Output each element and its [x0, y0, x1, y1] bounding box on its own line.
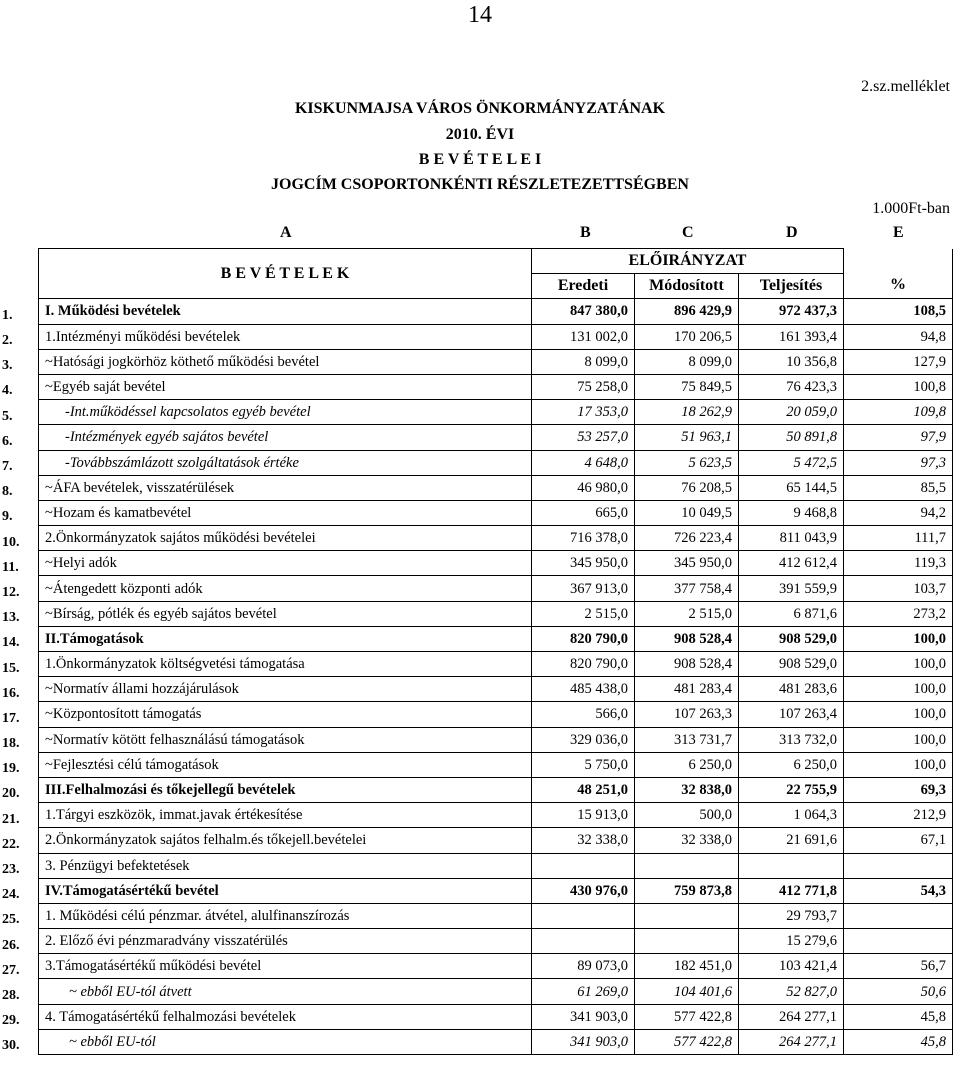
row-actual-value: 313 732,0	[739, 727, 844, 752]
header-revenues: B E V É T E L E K	[39, 249, 532, 299]
row-number: 12.	[2, 584, 20, 600]
row-percent-value: 100,0	[844, 677, 953, 702]
title-line-3: B E V É T E L E I	[418, 151, 542, 168]
row-label: 1.Önkormányzatok költségvetési támogatása	[39, 652, 532, 677]
row-percent-value: 100,8	[844, 374, 953, 399]
table-row	[39, 828, 953, 853]
row-actual-value: 972 437,3	[739, 299, 844, 324]
row-original-value: 341 903,0	[532, 1029, 635, 1054]
row-label: 2. Előző évi pénzmaradvány visszatérülés	[39, 929, 532, 954]
row-number: 26.	[2, 937, 20, 953]
row-actual-value: 412 771,8	[739, 878, 844, 903]
row-percent-value: 97,3	[844, 450, 953, 475]
row-label: ~Bírság, pótlék és egyéb sajátos bevétel	[39, 601, 532, 626]
table-row	[39, 1004, 953, 1029]
row-percent-value: 69,3	[844, 777, 953, 802]
row-modified-value	[635, 903, 739, 928]
row-original-value: 367 913,0	[532, 576, 635, 601]
row-percent-value: 100,0	[844, 727, 953, 752]
row-actual-value: 412 612,4	[739, 551, 844, 576]
row-label: 2.Önkormányzatok sajátos felhalm.és tőkejell.bevételei	[39, 828, 532, 853]
row-percent-value: 100,0	[844, 752, 953, 777]
row-label: -Intézmények egyéb sajátos bevétel	[39, 425, 532, 450]
row-label: IV.Támogatásértékű bevétel	[39, 878, 532, 903]
row-original-value: 2 515,0	[532, 601, 635, 626]
row-actual-value: 22 755,9	[739, 777, 844, 802]
row-actual-value: 5 472,5	[739, 450, 844, 475]
row-modified-value: 500,0	[635, 803, 739, 828]
row-original-value: 46 980,0	[532, 475, 635, 500]
row-label: 4. Támogatásértékű felhalmozási bevételek	[39, 1004, 532, 1029]
row-actual-value: 76 423,3	[739, 374, 844, 399]
row-modified-value	[635, 853, 739, 878]
unit-label: 1.000Ft-ban	[872, 200, 950, 217]
row-original-value: 716 378,0	[532, 526, 635, 551]
table-row	[39, 324, 953, 349]
row-number: 6.	[2, 433, 13, 449]
row-original-value	[532, 853, 635, 878]
column-letter-e: E	[893, 224, 904, 241]
row-number: 9.	[2, 509, 13, 525]
row-label: ~Normatív állami hozzájárulások	[39, 677, 532, 702]
row-number: 20.	[2, 786, 20, 802]
row-actual-value: 21 691,6	[739, 828, 844, 853]
row-label: ~ÁFA bevételek, visszatérülések	[39, 475, 532, 500]
row-original-value: 15 913,0	[532, 803, 635, 828]
row-label: ~Fejlesztési célú támogatások	[39, 752, 532, 777]
row-modified-value: 908 528,4	[635, 652, 739, 677]
row-actual-value: 6 871,6	[739, 601, 844, 626]
row-number: 5.	[2, 408, 13, 424]
row-modified-value: 345 950,0	[635, 551, 739, 576]
row-original-value	[532, 929, 635, 954]
row-original-value: 17 353,0	[532, 400, 635, 425]
row-actual-value: 52 827,0	[739, 979, 844, 1004]
row-label: 1.Tárgyi eszközök, immat.javak értékesítése	[39, 803, 532, 828]
table-row	[39, 878, 953, 903]
table-row	[39, 727, 953, 752]
table-row	[39, 500, 953, 525]
row-number: 16.	[2, 685, 20, 701]
row-number: 24.	[2, 887, 20, 903]
row-actual-value: 29 793,7	[739, 903, 844, 928]
row-modified-value: 577 422,8	[635, 1004, 739, 1029]
row-percent-value: 108,5	[844, 299, 953, 324]
row-number: 29.	[2, 1013, 20, 1029]
row-label: ~ ebből EU-tól	[39, 1029, 532, 1054]
table-row	[39, 349, 953, 374]
row-modified-value: 32 338,0	[635, 828, 739, 853]
column-letter-a: A	[280, 224, 292, 241]
table-row	[39, 475, 953, 500]
row-actual-value: 20 059,0	[739, 400, 844, 425]
title-line-2: 2010. ÉVI	[445, 126, 515, 143]
row-label: ~Központosított támogatás	[39, 702, 532, 727]
table-row	[39, 1029, 953, 1054]
row-modified-value	[635, 929, 739, 954]
row-modified-value: 481 283,4	[635, 677, 739, 702]
row-original-value: 341 903,0	[532, 1004, 635, 1029]
table-row	[39, 929, 953, 954]
row-percent-value: 100,0	[844, 702, 953, 727]
header-actual: Teljesítés	[739, 274, 844, 299]
row-number: 23.	[2, 862, 20, 877]
row-original-value: 8 099,0	[532, 349, 635, 374]
row-original-value: 32 338,0	[532, 828, 635, 853]
row-modified-value: 313 731,7	[635, 727, 739, 752]
table-row	[39, 752, 953, 777]
row-number: 22.	[2, 836, 20, 852]
row-number: 25.	[2, 912, 20, 928]
row-label: ~ ebből EU-tól átvett	[39, 979, 532, 1004]
row-label: 1.Intézményi működési bevételek	[39, 324, 532, 349]
row-percent-value: 109,8	[844, 400, 953, 425]
row-original-value: 566,0	[532, 702, 635, 727]
row-actual-value: 264 277,1	[739, 1029, 844, 1054]
row-number: 8.	[2, 484, 13, 500]
table-row	[39, 299, 953, 324]
table-row	[39, 551, 953, 576]
row-label: 1. Működési célú pénzmar. átvétel, alulfinanszírozás	[39, 903, 532, 928]
row-actual-value: 6 250,0	[739, 752, 844, 777]
row-modified-value: 75 849,5	[635, 374, 739, 399]
revenue-table	[38, 248, 953, 1055]
row-number: 10.	[2, 534, 20, 550]
row-original-value: 89 073,0	[532, 954, 635, 979]
page-number: 14	[468, 2, 492, 28]
row-label: -Int.működéssel kapcsolatos egyéb bevétel	[39, 400, 532, 425]
table-row	[39, 677, 953, 702]
row-original-value: 75 258,0	[532, 374, 635, 399]
table-row	[39, 803, 953, 828]
row-original-value: 847 380,0	[532, 299, 635, 324]
row-label: ~Egyéb saját bevétel	[39, 374, 532, 399]
table-row	[39, 374, 953, 399]
row-actual-value: 9 468,8	[739, 500, 844, 525]
row-modified-value: 726 223,4	[635, 526, 739, 551]
row-label: II.Támogatások	[39, 626, 532, 651]
row-original-value: 4 648,0	[532, 450, 635, 475]
row-original-value: 345 950,0	[532, 551, 635, 576]
row-original-value: 61 269,0	[532, 979, 635, 1004]
row-percent-value: 67,1	[844, 828, 953, 853]
row-percent-value: 54,3	[844, 878, 953, 903]
row-number: 30.	[2, 1038, 20, 1054]
row-label: I. Működési bevételek	[39, 299, 532, 324]
row-modified-value: 896 429,9	[635, 299, 739, 324]
table-row	[39, 526, 953, 551]
row-modified-value: 377 758,4	[635, 576, 739, 601]
row-modified-value: 107 263,3	[635, 702, 739, 727]
table-row	[39, 979, 953, 1004]
header-appropriation: ELŐIRÁNYZAT	[532, 249, 844, 274]
column-letter-b: B	[580, 224, 591, 241]
row-number: 4.	[2, 383, 13, 399]
row-actual-value: 1 064,3	[739, 803, 844, 828]
row-modified-value: 18 262,9	[635, 400, 739, 425]
table-row	[39, 853, 953, 878]
row-modified-value: 76 208,5	[635, 475, 739, 500]
row-original-value: 665,0	[532, 500, 635, 525]
table-row	[39, 702, 953, 727]
row-label: ~Hatósági jogkörhöz köthető működési bevétel	[39, 349, 532, 374]
row-modified-value: 51 963,1	[635, 425, 739, 450]
row-percent-value: 45,8	[844, 1004, 953, 1029]
row-modified-value: 170 206,5	[635, 324, 739, 349]
row-label: 3.Támogatásértékű működési bevétel	[39, 954, 532, 979]
row-original-value: 5 750,0	[532, 752, 635, 777]
table-row	[39, 777, 953, 802]
row-actual-value: 15 279,6	[739, 929, 844, 954]
row-modified-value: 577 422,8	[635, 1029, 739, 1054]
row-percent-value: 100,0	[844, 626, 953, 651]
table-row	[39, 425, 953, 450]
row-percent-value: 103,7	[844, 576, 953, 601]
row-number: 2.	[2, 333, 13, 349]
row-percent-value: 111,7	[844, 526, 953, 551]
row-percent-value: 97,9	[844, 425, 953, 450]
row-original-value: 329 036,0	[532, 727, 635, 752]
row-label: ~Átengedett központi adók	[39, 576, 532, 601]
row-percent-value: 127,9	[844, 349, 953, 374]
row-number: 3.	[2, 358, 13, 374]
row-modified-value: 10 049,5	[635, 500, 739, 525]
row-number: 14.	[2, 635, 20, 651]
table-row	[39, 601, 953, 626]
row-actual-value: 811 043,9	[739, 526, 844, 551]
row-number: 13.	[2, 610, 20, 626]
row-actual-value: 65 144,5	[739, 475, 844, 500]
row-number: 15.	[2, 660, 20, 676]
row-actual-value: 908 529,0	[739, 652, 844, 677]
header-modified: Módosított	[635, 274, 739, 299]
row-actual-value: 264 277,1	[739, 1004, 844, 1029]
row-actual-value: 107 263,4	[739, 702, 844, 727]
row-percent-value	[844, 903, 953, 928]
row-number: 28.	[2, 987, 20, 1003]
table-row	[39, 576, 953, 601]
row-percent-value: 273,2	[844, 601, 953, 626]
table-row	[39, 626, 953, 651]
table-row	[39, 903, 953, 928]
row-original-value: 53 257,0	[532, 425, 635, 450]
header-original: Eredeti	[532, 274, 635, 299]
row-percent-value: 85,5	[844, 475, 953, 500]
row-label: 2.Önkormányzatok sajátos működési bevételei	[39, 526, 532, 551]
row-actual-value: 391 559,9	[739, 576, 844, 601]
row-label: -Továbbszámlázott szolgáltatások értéke	[39, 450, 532, 475]
row-original-value: 820 790,0	[532, 626, 635, 651]
row-percent-value: 94,2	[844, 500, 953, 525]
row-original-value	[532, 903, 635, 928]
row-percent-value: 119,3	[844, 551, 953, 576]
row-actual-value: 481 283,6	[739, 677, 844, 702]
row-actual-value: 10 356,8	[739, 349, 844, 374]
row-percent-value: 56,7	[844, 954, 953, 979]
row-number: 19.	[2, 761, 20, 777]
row-label: 3. Pénzügyi befektetések	[39, 853, 532, 878]
row-number: 21.	[2, 811, 20, 827]
title-line-4: JOGCÍM CSOPORTONKÉNTI RÉSZLETEZETTSÉGBEN	[271, 176, 689, 193]
row-original-value: 430 976,0	[532, 878, 635, 903]
row-label: ~Helyi adók	[39, 551, 532, 576]
row-modified-value: 6 250,0	[635, 752, 739, 777]
row-percent-value: 50,6	[844, 979, 953, 1004]
row-label: III.Felhalmozási és tőkejellegű bevételek	[39, 777, 532, 802]
row-modified-value: 908 528,4	[635, 626, 739, 651]
row-modified-value: 5 623,5	[635, 450, 739, 475]
row-label: ~Normatív kötött felhasználású támogatások	[39, 727, 532, 752]
table-row	[39, 450, 953, 475]
row-actual-value	[739, 853, 844, 878]
row-percent-value	[844, 929, 953, 954]
row-modified-value: 32 838,0	[635, 777, 739, 802]
row-percent-value: 45,8	[844, 1029, 953, 1054]
row-modified-value: 759 873,8	[635, 878, 739, 903]
row-modified-value: 104 401,6	[635, 979, 739, 1004]
row-original-value: 820 790,0	[532, 652, 635, 677]
row-modified-value: 182 451,0	[635, 954, 739, 979]
row-actual-value: 161 393,4	[739, 324, 844, 349]
row-number: 1.	[2, 307, 13, 323]
row-number: 11.	[2, 559, 19, 575]
row-percent-value: 212,9	[844, 803, 953, 828]
row-number: 18.	[2, 736, 20, 752]
row-original-value: 131 002,0	[532, 324, 635, 349]
row-modified-value: 8 099,0	[635, 349, 739, 374]
column-letter-d: D	[786, 224, 798, 241]
row-modified-value: 2 515,0	[635, 601, 739, 626]
row-percent-value	[844, 853, 953, 878]
row-percent-value: 94,8	[844, 324, 953, 349]
row-actual-value: 50 891,8	[739, 425, 844, 450]
header-percent-top: %	[844, 249, 953, 299]
title-line-1: KISKUNMAJSA VÁROS ÖNKORMÁNYZATÁNAK	[294, 100, 666, 117]
row-original-value: 48 251,0	[532, 777, 635, 802]
row-original-value: 485 438,0	[532, 677, 635, 702]
row-number: 27.	[2, 962, 20, 978]
column-letter-c: C	[682, 224, 694, 241]
table-row	[39, 400, 953, 425]
row-label: ~Hozam és kamatbevétel	[39, 500, 532, 525]
table-row	[39, 652, 953, 677]
row-number: 17.	[2, 710, 20, 726]
table-row	[39, 954, 953, 979]
attachment-label: 2.sz.melléklet	[861, 78, 950, 95]
row-percent-value: 100,0	[844, 652, 953, 677]
row-actual-value: 103 421,4	[739, 954, 844, 979]
row-number: 7.	[2, 459, 13, 474]
row-actual-value: 908 529,0	[739, 626, 844, 651]
